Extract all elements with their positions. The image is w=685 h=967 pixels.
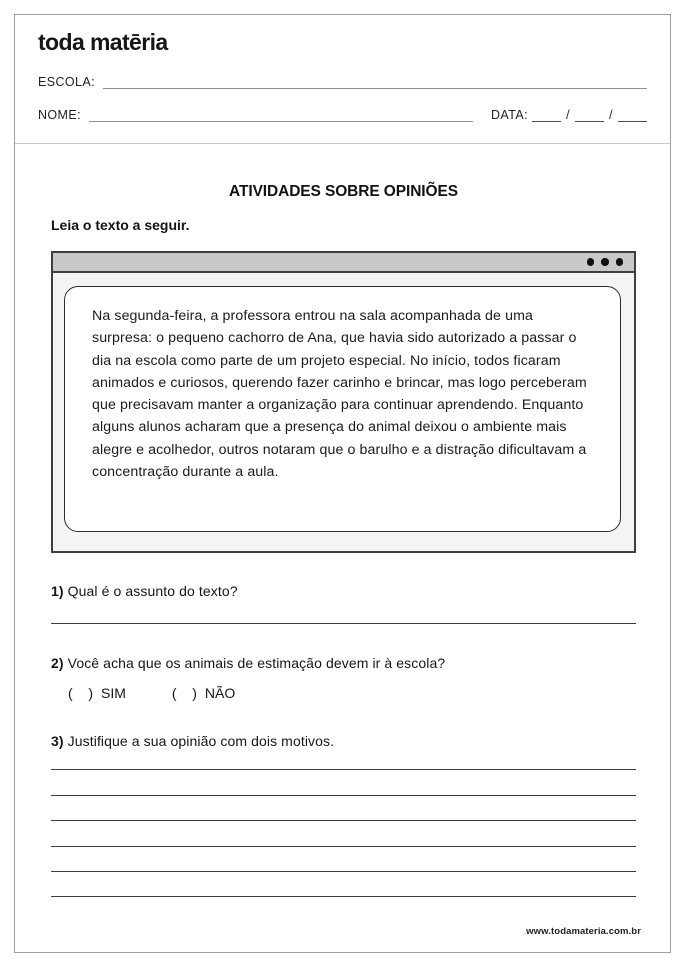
date-slash: /: [608, 107, 613, 122]
option-nao-label: NÃO: [204, 685, 236, 701]
question-2-number: 2): [51, 655, 64, 671]
school-label: ESCOLA:: [38, 75, 95, 89]
question-1: [51, 583, 636, 599]
option-sim-label: SIM: [101, 685, 126, 701]
reading-text-box: [64, 286, 621, 532]
answer-line: [51, 796, 636, 821]
toda-materia-logo: toda matēria: [38, 29, 168, 55]
answer-line: [51, 847, 636, 872]
question-2-options: [68, 685, 235, 701]
question-3-text: Justifique a sua opinião com dois motivos.: [67, 733, 335, 749]
answer-line: [51, 821, 636, 846]
checkbox-nao: ( ): [171, 685, 198, 701]
window-dot-icon: [587, 258, 595, 266]
reading-text-window: [51, 251, 636, 553]
instruction-text: Leia o texto a seguir.: [51, 217, 190, 233]
option-nao: [172, 685, 235, 701]
question-1-number: 1): [51, 583, 64, 599]
window-dot-icon: [601, 258, 609, 266]
answer-line: [51, 770, 636, 795]
name-label: NOME:: [38, 108, 81, 122]
question-1-answer-lines: [51, 599, 636, 624]
option-sim: [68, 685, 126, 701]
question-3-number: 3): [51, 733, 64, 749]
footer-url: www.todamateria.com.br: [526, 926, 641, 937]
reading-text: Na segunda-feira, a professora entrou na sala acompanhada de uma surpresa: o pequeno cachorro de Ana, que havia sido autorizado a passar o dia na escola como parte de um projeto especial. No início, todos ficaram animados e curiosos, querendo fazer carinho e brincar, mas logo perceberam que precisavam manter a organização para continuar aprendendo. Enquanto alguns alunos acharam que a presença do animal deixou o ambiente mais alegre e acolhedor, outros notaram que o barulho e a distração dificultavam a concentração durante a aula.: [92, 308, 587, 481]
answer-line: [51, 872, 636, 897]
answer-line: [51, 745, 636, 770]
worksheet-page: [14, 14, 671, 953]
checkbox-sim: ( ): [68, 685, 94, 701]
worksheet-content: [51, 15, 636, 952]
date-slash: /: [565, 107, 570, 122]
question-1-text: Qual é o assunto do texto?: [67, 583, 238, 599]
date-label: DATA:: [491, 108, 528, 122]
window-dot-icon: [616, 258, 624, 266]
worksheet-title: ATIVIDADES SOBRE OPINIÕES: [229, 183, 458, 200]
question-2-text: Você acha que os animais de estimação devem ir à escola?: [67, 655, 446, 671]
window-title-bar: [53, 253, 634, 273]
question-2: [51, 655, 636, 671]
question-3-answer-lines: [51, 745, 636, 897]
answer-line: [51, 599, 636, 624]
